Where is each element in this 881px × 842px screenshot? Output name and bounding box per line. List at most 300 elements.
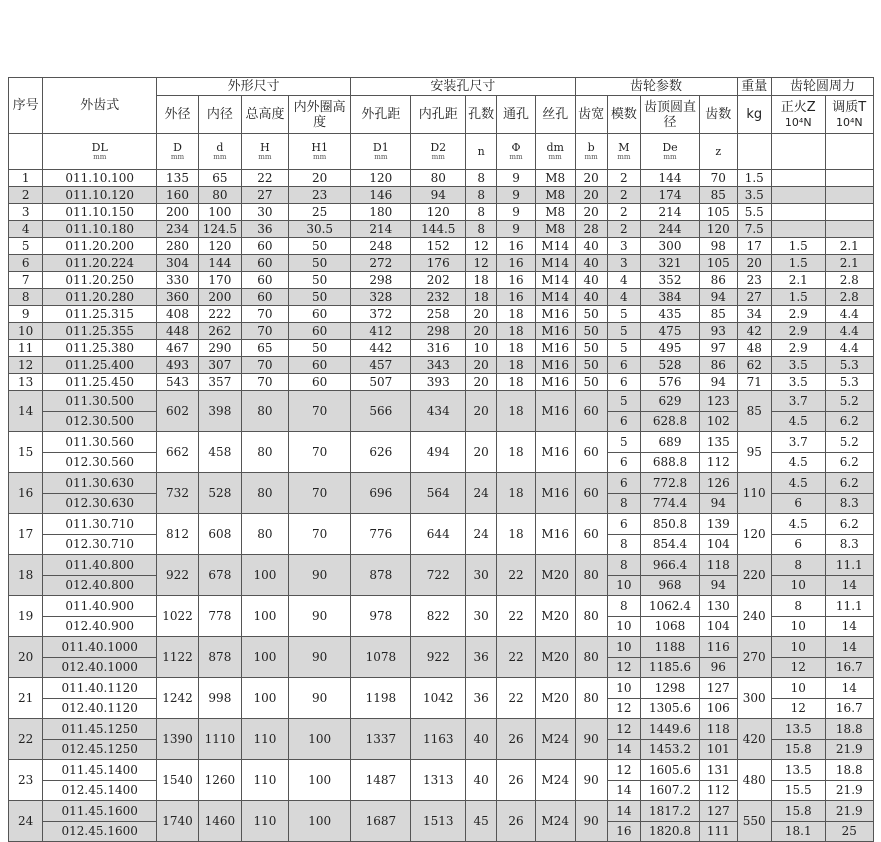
cell-D2: 494 bbox=[411, 432, 466, 473]
header-outer-dia: 外径 bbox=[157, 96, 199, 134]
cell-m: 8 bbox=[607, 596, 640, 617]
cell-dm: M20 bbox=[535, 555, 575, 596]
cell-m: 5 bbox=[607, 391, 640, 412]
cell-kg: 85 bbox=[737, 391, 771, 432]
symbol-seq-blank bbox=[9, 134, 43, 170]
cell-seq: 7 bbox=[9, 272, 43, 289]
cell-de: 774.4 bbox=[641, 493, 700, 514]
cell-D2: 316 bbox=[411, 340, 466, 357]
cell-D1: 1687 bbox=[351, 801, 411, 842]
cell-b: 50 bbox=[575, 357, 607, 374]
cell-zt: 2.8 bbox=[825, 272, 873, 289]
cell-zt: 11.1 bbox=[825, 555, 873, 576]
cell-dl: 012.40.1120 bbox=[43, 698, 157, 719]
cell-d: 398 bbox=[198, 391, 241, 432]
cell-d: 262 bbox=[198, 323, 241, 340]
cell-D2: 176 bbox=[411, 255, 466, 272]
cell-H1: 50 bbox=[289, 289, 351, 306]
cell-H: 100 bbox=[241, 555, 288, 596]
cell-dl: 012.30.560 bbox=[43, 452, 157, 473]
cell-seq: 24 bbox=[9, 801, 43, 842]
cell-d: 357 bbox=[198, 374, 241, 391]
cell-zf: 15.8 bbox=[771, 801, 825, 822]
cell-m: 6 bbox=[607, 514, 640, 535]
cell-D1: 180 bbox=[351, 204, 411, 221]
cell-zf: 6 bbox=[771, 493, 825, 514]
header-group-force: 齿轮圆周力 bbox=[771, 78, 873, 96]
cell-dl: 012.40.1000 bbox=[43, 657, 157, 678]
cell-de: 1062.4 bbox=[641, 596, 700, 617]
cell-kg: 3.5 bbox=[737, 187, 771, 204]
cell-kg: 23 bbox=[737, 272, 771, 289]
cell-zt: 21.9 bbox=[825, 739, 873, 760]
cell-d: 998 bbox=[198, 678, 241, 719]
cell-n: 18 bbox=[466, 289, 497, 306]
cell-D2: 434 bbox=[411, 391, 466, 432]
cell-zf: 2.1 bbox=[771, 272, 825, 289]
header-seq: 序号 bbox=[9, 78, 43, 134]
cell-de: 629 bbox=[641, 391, 700, 412]
cell-seq: 6 bbox=[9, 255, 43, 272]
cell-zt: 18.8 bbox=[825, 719, 873, 740]
cell-zf: 18.1 bbox=[771, 821, 825, 842]
cell-H: 60 bbox=[241, 255, 288, 272]
cell-z: 130 bbox=[700, 596, 738, 617]
cell-z: 94 bbox=[700, 374, 738, 391]
cell-seq: 15 bbox=[9, 432, 43, 473]
cell-d: 1260 bbox=[198, 760, 241, 801]
cell-de: 1185.6 bbox=[641, 657, 700, 678]
cell-d: 458 bbox=[198, 432, 241, 473]
cell-kg: 270 bbox=[737, 637, 771, 678]
cell-D: 543 bbox=[157, 374, 199, 391]
cell-phi: 26 bbox=[497, 801, 536, 842]
cell-D1: 298 bbox=[351, 272, 411, 289]
cell-seq: 19 bbox=[9, 596, 43, 637]
cell-phi: 22 bbox=[497, 555, 536, 596]
cell-m: 3 bbox=[607, 238, 640, 255]
cell-D: 1122 bbox=[157, 637, 199, 678]
cell-z: 94 bbox=[700, 289, 738, 306]
cell-m: 12 bbox=[607, 657, 640, 678]
cell-zt: 21.9 bbox=[825, 801, 873, 822]
cell-D: 922 bbox=[157, 555, 199, 596]
cell-kg: 300 bbox=[737, 678, 771, 719]
cell-m: 6 bbox=[607, 374, 640, 391]
cell-phi: 18 bbox=[497, 473, 536, 514]
table-row bbox=[9, 204, 874, 221]
cell-seq: 11 bbox=[9, 340, 43, 357]
cell-seq: 21 bbox=[9, 678, 43, 719]
cell-seq: 22 bbox=[9, 719, 43, 760]
cell-de: 352 bbox=[641, 272, 700, 289]
cell-dl: 011.40.1120 bbox=[43, 678, 157, 699]
cell-phi: 9 bbox=[497, 204, 536, 221]
cell-z: 94 bbox=[700, 493, 738, 514]
cell-D: 234 bbox=[157, 221, 199, 238]
table-row bbox=[9, 170, 874, 187]
cell-de: 495 bbox=[641, 340, 700, 357]
cell-H: 22 bbox=[241, 170, 288, 187]
cell-z: 112 bbox=[700, 452, 738, 473]
cell-d: 528 bbox=[198, 473, 241, 514]
cell-zf: 10 bbox=[771, 637, 825, 658]
cell-m: 4 bbox=[607, 272, 640, 289]
cell-H1: 100 bbox=[289, 760, 351, 801]
cell-dm: M16 bbox=[535, 473, 575, 514]
cell-m: 10 bbox=[607, 616, 640, 637]
cell-H1: 70 bbox=[289, 432, 351, 473]
symbol-d: d mm bbox=[198, 134, 241, 170]
cell-m: 4 bbox=[607, 289, 640, 306]
cell-H1: 70 bbox=[289, 514, 351, 555]
cell-n: 18 bbox=[466, 272, 497, 289]
symbol-H1: H1 mm bbox=[289, 134, 351, 170]
cell-zf: 4.5 bbox=[771, 452, 825, 473]
cell-zt: 5.2 bbox=[825, 432, 873, 453]
cell-D2: 1513 bbox=[411, 801, 466, 842]
cell-de: 300 bbox=[641, 238, 700, 255]
cell-D1: 272 bbox=[351, 255, 411, 272]
cell-D: 304 bbox=[157, 255, 199, 272]
cell-D2: 144.5 bbox=[411, 221, 466, 238]
table-row bbox=[9, 473, 874, 494]
cell-zf: 3.7 bbox=[771, 432, 825, 453]
header-thread-hole: 丝孔 bbox=[535, 96, 575, 134]
cell-zf: 1.5 bbox=[771, 255, 825, 272]
cell-H: 110 bbox=[241, 801, 288, 842]
cell-de: 1068 bbox=[641, 616, 700, 637]
cell-zf: 2.9 bbox=[771, 340, 825, 357]
cell-dm: M14 bbox=[535, 289, 575, 306]
cell-dm: M20 bbox=[535, 596, 575, 637]
cell-seq: 3 bbox=[9, 204, 43, 221]
symbol-b: b mm bbox=[575, 134, 607, 170]
cell-D: 280 bbox=[157, 238, 199, 255]
cell-zf: 13.5 bbox=[771, 719, 825, 740]
cell-zf bbox=[771, 221, 825, 238]
cell-dl: 011.30.500 bbox=[43, 391, 157, 412]
cell-z: 112 bbox=[700, 780, 738, 801]
table-body bbox=[9, 170, 874, 842]
header-group-gear: 齿轮参数 bbox=[575, 78, 737, 96]
cell-D: 467 bbox=[157, 340, 199, 357]
cell-D1: 457 bbox=[351, 357, 411, 374]
cell-z: 70 bbox=[700, 170, 738, 187]
cell-n: 8 bbox=[466, 187, 497, 204]
cell-n: 12 bbox=[466, 255, 497, 272]
cell-H: 30 bbox=[241, 204, 288, 221]
header-tooth-width: 齿宽 bbox=[575, 96, 607, 134]
cell-kg: 240 bbox=[737, 596, 771, 637]
cell-seq: 12 bbox=[9, 357, 43, 374]
header-dl-type: 外齿式 bbox=[43, 78, 157, 134]
cell-de: 850.8 bbox=[641, 514, 700, 535]
cell-H1: 60 bbox=[289, 306, 351, 323]
cell-dl: 011.45.1400 bbox=[43, 760, 157, 781]
cell-dm: M16 bbox=[535, 323, 575, 340]
cell-phi: 22 bbox=[497, 637, 536, 678]
cell-D2: 1313 bbox=[411, 760, 466, 801]
cell-z: 127 bbox=[700, 678, 738, 699]
cell-zt: 4.4 bbox=[825, 340, 873, 357]
table-row bbox=[9, 596, 874, 617]
cell-b: 90 bbox=[575, 760, 607, 801]
cell-phi: 18 bbox=[497, 432, 536, 473]
cell-b: 50 bbox=[575, 340, 607, 357]
cell-zf: 1.5 bbox=[771, 238, 825, 255]
cell-H: 70 bbox=[241, 357, 288, 374]
symbol-zf-blank bbox=[771, 134, 825, 170]
cell-dm: M16 bbox=[535, 432, 575, 473]
cell-d: 778 bbox=[198, 596, 241, 637]
cell-m: 6 bbox=[607, 473, 640, 494]
table-row bbox=[9, 391, 874, 412]
cell-D: 160 bbox=[157, 187, 199, 204]
cell-zf: 10 bbox=[771, 575, 825, 596]
cell-b: 20 bbox=[575, 170, 607, 187]
cell-zf: 15.5 bbox=[771, 780, 825, 801]
cell-z: 118 bbox=[700, 555, 738, 576]
cell-H: 60 bbox=[241, 238, 288, 255]
force-unit-z: 10⁴N bbox=[784, 115, 812, 129]
cell-phi: 26 bbox=[497, 719, 536, 760]
cell-n: 10 bbox=[466, 340, 497, 357]
cell-zt: 6.2 bbox=[825, 473, 873, 494]
cell-dm: M24 bbox=[535, 801, 575, 842]
cell-b: 60 bbox=[575, 473, 607, 514]
cell-dl: 011.10.150 bbox=[43, 204, 157, 221]
cell-n: 20 bbox=[466, 306, 497, 323]
cell-de: 1817.2 bbox=[641, 801, 700, 822]
cell-D1: 372 bbox=[351, 306, 411, 323]
cell-zf: 12 bbox=[771, 657, 825, 678]
cell-b: 50 bbox=[575, 306, 607, 323]
fire-z-label: 正火Z bbox=[780, 99, 816, 115]
cell-dm: M14 bbox=[535, 272, 575, 289]
symbol-D1: D1 mm bbox=[351, 134, 411, 170]
cell-phi: 16 bbox=[497, 255, 536, 272]
cell-D: 408 bbox=[157, 306, 199, 323]
table-row bbox=[9, 357, 874, 374]
cell-H: 100 bbox=[241, 596, 288, 637]
cell-m: 8 bbox=[607, 555, 640, 576]
cell-m: 14 bbox=[607, 739, 640, 760]
header-kg: kg bbox=[737, 96, 771, 134]
cell-seq: 17 bbox=[9, 514, 43, 555]
cell-kg: 95 bbox=[737, 432, 771, 473]
cell-phi: 16 bbox=[497, 289, 536, 306]
symbol-n: n bbox=[466, 134, 497, 170]
cell-D: 1740 bbox=[157, 801, 199, 842]
cell-zf: 2.9 bbox=[771, 323, 825, 340]
cell-dm: M24 bbox=[535, 719, 575, 760]
table-row bbox=[9, 760, 874, 781]
cell-m: 14 bbox=[607, 780, 640, 801]
cell-H1: 70 bbox=[289, 473, 351, 514]
cell-H: 100 bbox=[241, 678, 288, 719]
cell-m: 12 bbox=[607, 719, 640, 740]
cell-m: 5 bbox=[607, 306, 640, 323]
cell-H: 70 bbox=[241, 374, 288, 391]
cell-H1: 50 bbox=[289, 340, 351, 357]
cell-zf bbox=[771, 170, 825, 187]
cell-d: 120 bbox=[198, 238, 241, 255]
header-module: 模数 bbox=[607, 96, 640, 134]
cell-m: 2 bbox=[607, 187, 640, 204]
cell-seq: 16 bbox=[9, 473, 43, 514]
cell-H1: 90 bbox=[289, 678, 351, 719]
cell-H1: 20 bbox=[289, 170, 351, 187]
cell-m: 14 bbox=[607, 801, 640, 822]
cell-kg: 5.5 bbox=[737, 204, 771, 221]
table-row bbox=[9, 238, 874, 255]
cell-dl: 011.25.315 bbox=[43, 306, 157, 323]
cell-z: 106 bbox=[700, 698, 738, 719]
cell-H: 27 bbox=[241, 187, 288, 204]
cell-D: 448 bbox=[157, 323, 199, 340]
cell-D2: 1042 bbox=[411, 678, 466, 719]
cell-b: 40 bbox=[575, 289, 607, 306]
cell-zt: 18.8 bbox=[825, 760, 873, 781]
symbol-kg-blank bbox=[737, 134, 771, 170]
cell-b: 40 bbox=[575, 272, 607, 289]
cell-D1: 412 bbox=[351, 323, 411, 340]
cell-b: 60 bbox=[575, 432, 607, 473]
table-row bbox=[9, 374, 874, 391]
cell-de: 576 bbox=[641, 374, 700, 391]
cell-kg: 220 bbox=[737, 555, 771, 596]
cell-zt: 25 bbox=[825, 821, 873, 842]
symbol-dl: DL mm bbox=[43, 134, 157, 170]
cell-dl: 012.40.900 bbox=[43, 616, 157, 637]
cell-m: 8 bbox=[607, 493, 640, 514]
cell-kg: 550 bbox=[737, 801, 771, 842]
force-unit-t: 10⁴N bbox=[835, 115, 863, 129]
cell-kg: 420 bbox=[737, 719, 771, 760]
cell-zt: 8.3 bbox=[825, 534, 873, 555]
cell-phi: 22 bbox=[497, 596, 536, 637]
cell-b: 50 bbox=[575, 374, 607, 391]
cell-H: 60 bbox=[241, 272, 288, 289]
cell-z: 104 bbox=[700, 534, 738, 555]
cell-dl: 011.45.1600 bbox=[43, 801, 157, 822]
cell-zf: 3.5 bbox=[771, 357, 825, 374]
cell-zf: 4.5 bbox=[771, 411, 825, 432]
quench-t-label: 调质T bbox=[832, 99, 867, 115]
cell-seq: 2 bbox=[9, 187, 43, 204]
cell-dm: M16 bbox=[535, 306, 575, 323]
cell-de: 772.8 bbox=[641, 473, 700, 494]
cell-z: 97 bbox=[700, 340, 738, 357]
cell-de: 966.4 bbox=[641, 555, 700, 576]
cell-D1: 214 bbox=[351, 221, 411, 238]
cell-dl: 012.45.1400 bbox=[43, 780, 157, 801]
cell-D: 662 bbox=[157, 432, 199, 473]
cell-de: 1607.2 bbox=[641, 780, 700, 801]
cell-kg: 42 bbox=[737, 323, 771, 340]
cell-seq: 10 bbox=[9, 323, 43, 340]
cell-dl: 012.45.1250 bbox=[43, 739, 157, 760]
table-row bbox=[9, 801, 874, 822]
cell-n: 40 bbox=[466, 719, 497, 760]
cell-dl: 011.10.180 bbox=[43, 221, 157, 238]
cell-D: 1242 bbox=[157, 678, 199, 719]
cell-de: 1453.2 bbox=[641, 739, 700, 760]
cell-d: 80 bbox=[198, 187, 241, 204]
cell-z: 86 bbox=[700, 272, 738, 289]
cell-d: 1460 bbox=[198, 801, 241, 842]
cell-d: 144 bbox=[198, 255, 241, 272]
cell-d: 65 bbox=[198, 170, 241, 187]
cell-D1: 120 bbox=[351, 170, 411, 187]
cell-H1: 50 bbox=[289, 238, 351, 255]
cell-D1: 566 bbox=[351, 391, 411, 432]
cell-z: 98 bbox=[700, 238, 738, 255]
cell-dl: 011.40.900 bbox=[43, 596, 157, 617]
cell-b: 90 bbox=[575, 719, 607, 760]
cell-n: 36 bbox=[466, 678, 497, 719]
cell-D1: 328 bbox=[351, 289, 411, 306]
cell-zf: 4.5 bbox=[771, 473, 825, 494]
cell-D: 1022 bbox=[157, 596, 199, 637]
cell-H1: 30.5 bbox=[289, 221, 351, 238]
cell-zf: 4.5 bbox=[771, 514, 825, 535]
cell-z: 105 bbox=[700, 204, 738, 221]
cell-de: 688.8 bbox=[641, 452, 700, 473]
cell-H: 60 bbox=[241, 289, 288, 306]
cell-m: 6 bbox=[607, 411, 640, 432]
cell-z: 96 bbox=[700, 657, 738, 678]
cell-kg: 7.5 bbox=[737, 221, 771, 238]
cell-dl: 011.20.200 bbox=[43, 238, 157, 255]
cell-phi: 9 bbox=[497, 221, 536, 238]
header-fire-z bbox=[771, 96, 825, 134]
cell-dl: 012.30.630 bbox=[43, 493, 157, 514]
cell-d: 307 bbox=[198, 357, 241, 374]
cell-H1: 100 bbox=[289, 719, 351, 760]
cell-D2: 152 bbox=[411, 238, 466, 255]
cell-H1: 90 bbox=[289, 637, 351, 678]
cell-m: 6 bbox=[607, 357, 640, 374]
cell-zt: 11.1 bbox=[825, 596, 873, 617]
cell-D1: 1487 bbox=[351, 760, 411, 801]
table-row bbox=[9, 678, 874, 699]
cell-b: 80 bbox=[575, 596, 607, 637]
cell-m: 5 bbox=[607, 340, 640, 357]
cell-D1: 507 bbox=[351, 374, 411, 391]
cell-D1: 146 bbox=[351, 187, 411, 204]
cell-zt: 14 bbox=[825, 678, 873, 699]
cell-D2: 202 bbox=[411, 272, 466, 289]
cell-dl: 011.20.250 bbox=[43, 272, 157, 289]
cell-seq: 14 bbox=[9, 391, 43, 432]
cell-D1: 696 bbox=[351, 473, 411, 514]
cell-z: 123 bbox=[700, 391, 738, 412]
symbol-phi: Φ mm bbox=[497, 134, 536, 170]
cell-D: 812 bbox=[157, 514, 199, 555]
cell-dl: 011.10.120 bbox=[43, 187, 157, 204]
cell-m: 3 bbox=[607, 255, 640, 272]
cell-dm: M8 bbox=[535, 187, 575, 204]
header-teeth: 齿数 bbox=[700, 96, 738, 134]
cell-zt: 14 bbox=[825, 637, 873, 658]
cell-phi: 18 bbox=[497, 323, 536, 340]
header-total-height: 总高度 bbox=[241, 96, 288, 134]
cell-D: 200 bbox=[157, 204, 199, 221]
cell-n: 30 bbox=[466, 596, 497, 637]
cell-d: 290 bbox=[198, 340, 241, 357]
